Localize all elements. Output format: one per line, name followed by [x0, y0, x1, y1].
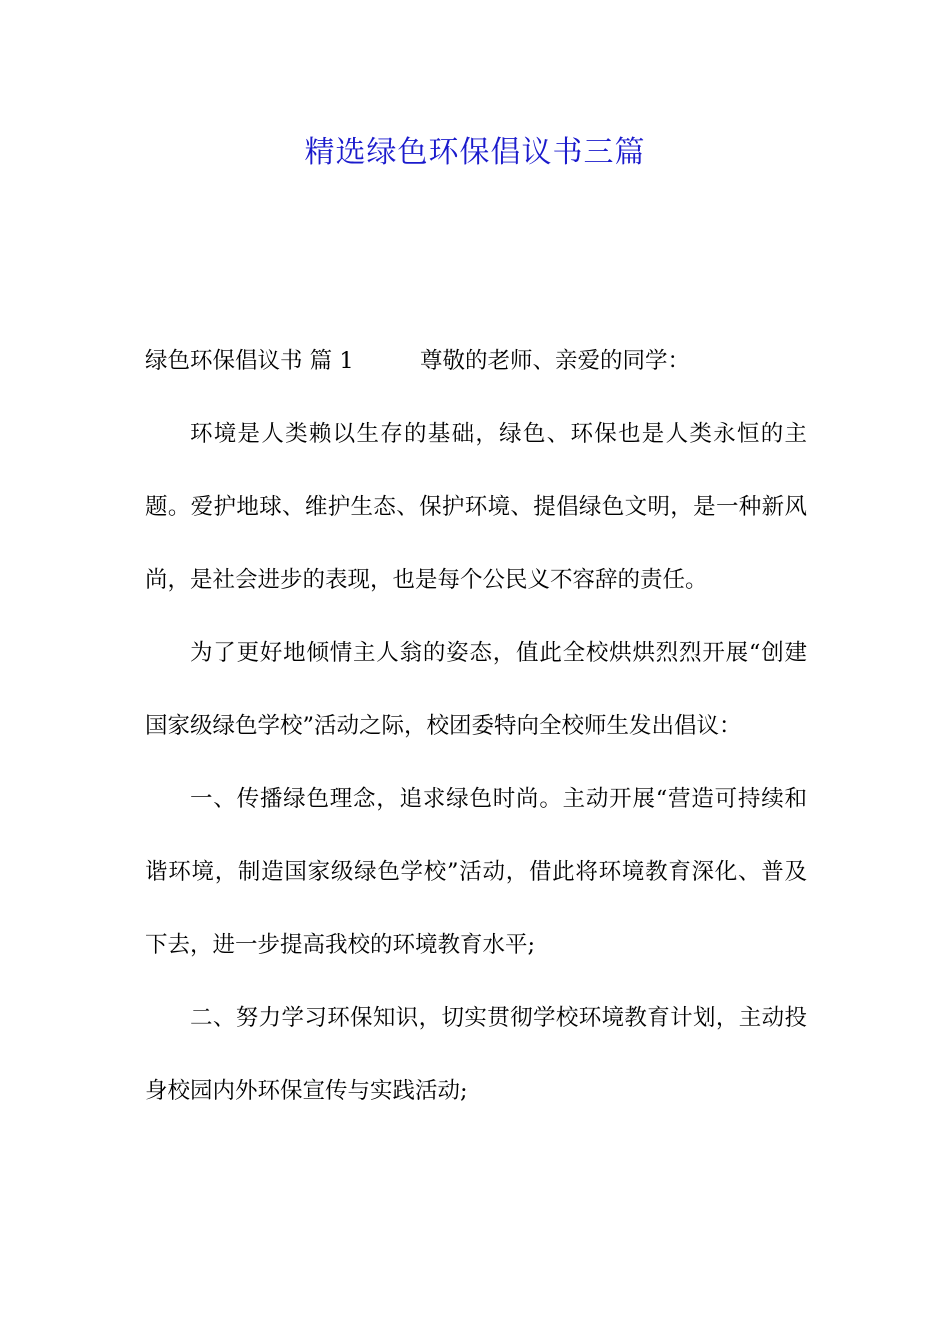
paragraph-item-two: 二、努力学习环保知识，切实贯彻学校环境教育计划，主动投身校园内外环保宣传与实践活动; [145, 1005, 807, 1104]
paragraph-intro: 环境是人类赖以生存的基础，绿色、环保也是人类永恒的主题。爱护地球、维护生态、保护环境、提倡绿色文明，是一种新风尚，是社会进步的表现，也是每个公民义不容辞的责任。 [145, 421, 807, 593]
section-label: 绿色环保倡议书 [145, 348, 303, 374]
page-title: 精选绿色环保倡议书三篇 [304, 135, 646, 170]
section-number: 篇 1 [309, 348, 354, 374]
paragraph-item-one: 一、传播绿色理念，追求绿色时尚。主动开展“营造可持续和谐环境，制造国家级绿色学校”活动，借此将环境教育深化、普及下去，进一步提高我校的环境教育水平; [145, 786, 807, 958]
section-heading-line [145, 325, 807, 398]
letter-body [145, 398, 807, 1128]
salutation: 尊敬的老师、亲爱的同学： [419, 348, 690, 374]
paragraph-proposal: 为了更好地倾情主人翁的姿态，值此全校烘烘烈烈开展“创建国家级绿色学校”活动之际，校团委特向全校师生发出倡议： [145, 640, 807, 739]
